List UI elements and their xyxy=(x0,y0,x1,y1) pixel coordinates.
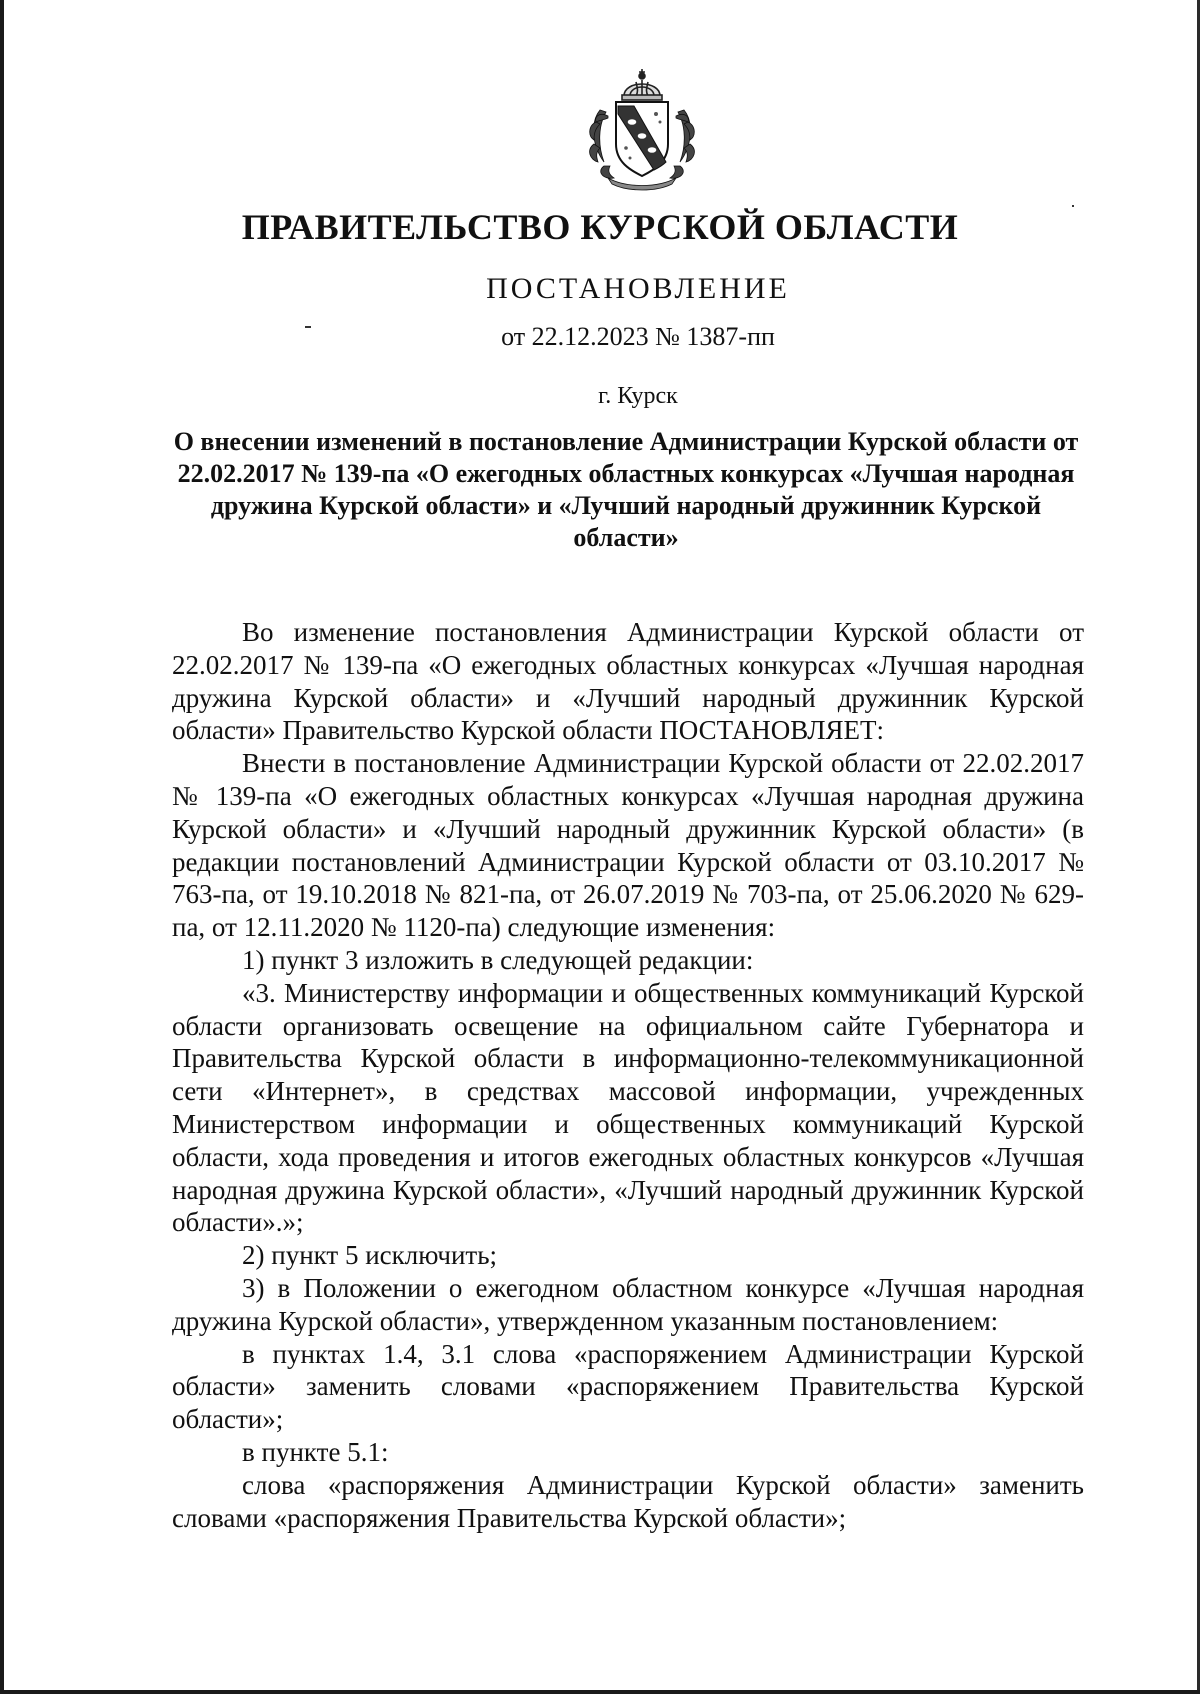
government-title: ПРАВИТЕЛЬСТВО КУРСКОЙ ОБЛАСТИ xyxy=(241,207,959,247)
paragraph-item-3: 3) в Положении о ежегодном областном конкурсе «Лучшая народная дружина Курской области», утвержденном указанным постановлением: xyxy=(172,1272,1084,1336)
paragraph-item-2: 2) пункт 5 исключить; xyxy=(242,1240,498,1271)
document-subject: О внесении изменений в постановление Администрации Курской области от 22.02.2017 № 139-па «О ежегодных областных конкурсах «Лучшая народная дружина Курской области» и «Лучший народный дружинник Курской области» xyxy=(173,427,1079,552)
coat-of-arms-emblem xyxy=(578,66,706,194)
paragraph-item-3-point-5-1: в пункте 5.1: xyxy=(242,1436,389,1467)
scan-edge-bottom xyxy=(0,1690,1200,1694)
document-type: ПОСТАНОВЛЕНИЕ xyxy=(486,272,790,305)
paragraph-item-1-text: «3. Министерству информации и общественных коммуникаций Курской области организовать освещение на официальном сайте Губернатора и Правительства Курской области в информационно-телекоммуникационной сети «Интернет», в средствах массовой информации, учрежденных Министерством информации и общественных коммуникаций Курской области, хода проведения и итогов ежегодных областных конкурсов «Лучшая народная дружина Курской области», «Лучший народный дружинник Курской области».»; xyxy=(172,977,1084,1238)
scan-edge-left xyxy=(0,0,4,1694)
paragraph-preamble: Во изменение постановления Администрации Курской области от 22.02.2017 № 139-па «О ежегодных областных конкурсах «Лучшая народная дружина Курской области» и «Лучший народный дружинник Курской области» Правительство Курской области ПОСТАНОВЛЯЕТ: xyxy=(172,617,1084,746)
document-body xyxy=(172,616,1084,1534)
paragraph-item-3-points: в пунктах 1.4, 3.1 слова «распоряжением Администрации Курской области» заменить словами «распоряжением Правительства Курской области»; xyxy=(172,1338,1084,1435)
document-number: от 22.12.2023 № 1387-пп xyxy=(501,322,775,351)
paragraph-item-1: 1) пункт 3 изложить в следующей редакции: xyxy=(242,944,754,975)
paragraph-item-3-point-5-1-text: слова «распоряжения Администрации Курской области» заменить словами «распоряжения Правительства Курской области»; xyxy=(172,1469,1084,1533)
paragraph-amendment: Внести в постановление Администрации Курской области от 22.02.2017 № 139-па «О ежегодных областных конкурсах «Лучшая народная дружина Курской области» и «Лучший народный дружинник Курской области» (в редакции постановлений Администрации Курской области от 03.10.2017 № 763-па, от 19.10.2018 № 821-па, от 26.07.2019 № 703-па, от 25.06.2020 № 629-па, от 12.11.2020 № 1120-па) следующие изменения: xyxy=(172,748,1084,943)
document-city: г. Курск xyxy=(598,383,678,409)
